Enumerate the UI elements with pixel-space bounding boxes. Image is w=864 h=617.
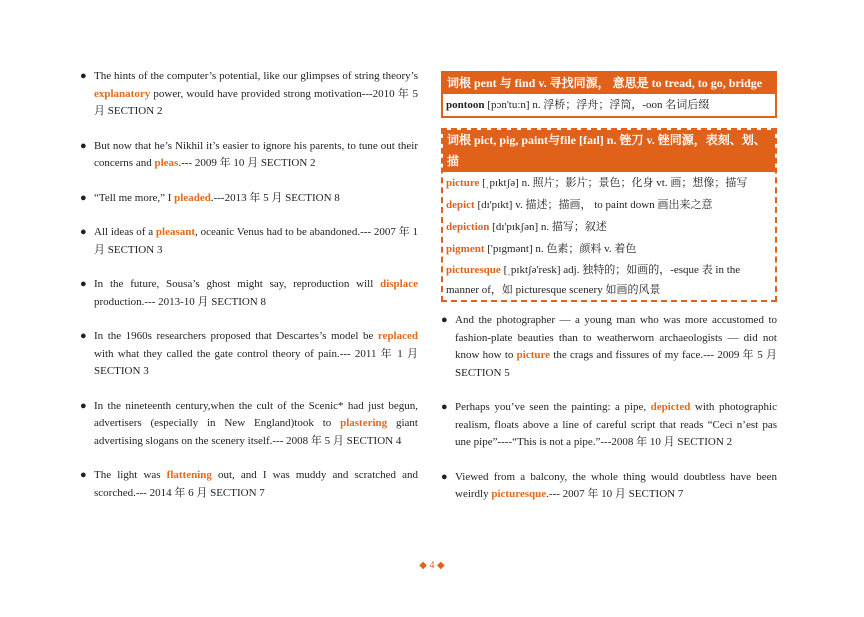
sentence-source: with photographic realism, floats above a line of careful script that reads “Ceci n’est pas une pipe”----“This is not a pipe.”---2008 年 10 月 SECTION 2 <box>455 401 777 448</box>
bullet-icon: ● <box>80 70 87 82</box>
vocab-word: pontoon <box>446 99 485 111</box>
bullet-icon: ● <box>80 399 87 412</box>
vocab-word: pigment <box>446 243 485 255</box>
sentence-text: In the nineteenth century,when the cult of the Scenic* had just begun, advertisers (especially in New England)took to <box>94 399 418 429</box>
highlighted-word: depicted <box>650 401 691 413</box>
page-marker-left: ◆ <box>419 560 427 571</box>
example-sentence <box>80 68 418 121</box>
sentence-text: But now that he’s Nikhil it’s easier to ignore his parents, to tune out their concerns and <box>94 139 418 169</box>
vocab-definition: n. 照片；影片；景色；化身 vt. 画；想像；描写 <box>518 177 748 189</box>
sentence-text: “Tell me more,” I <box>94 191 175 204</box>
highlighted-word: pleasant <box>155 226 196 238</box>
sentence-text: In the future, Sousa’s ghost might say, reproduction will <box>94 278 381 290</box>
vocab-word: picture <box>446 177 480 189</box>
vocab-pronunciation: [ˌpɪktʃə] <box>479 177 519 189</box>
page-number <box>0 560 864 571</box>
sentence-source: out, and I was muddy and scratched and scorched.--- 2014 年 6 月 SECTION 7 <box>94 469 418 499</box>
example-sentence <box>441 312 777 382</box>
sentence-text: Perhaps you’ve seen the painting: a pipe, <box>455 401 651 413</box>
highlighted-word: picture <box>516 349 551 361</box>
sentence-source: power, would have provided strong motivation---2010 年 5 月 SECTION 2 <box>94 87 418 117</box>
highlighted-word: pleas <box>154 157 179 169</box>
sentence-text: All ideas of a <box>94 226 156 238</box>
sentence-source: with what they called the gate control theory of pain.--- 2011 年 1 月 SECTION 3 <box>94 347 418 377</box>
vocab-word: depiction <box>446 221 490 233</box>
vocab-entry <box>443 260 775 300</box>
bullet-icon: ● <box>80 278 87 290</box>
page-marker-right: ◆ <box>437 560 445 571</box>
vocab-entry <box>443 172 775 194</box>
highlighted-word: pleaded <box>174 191 211 204</box>
sentence-source: giant advertising slogans on the scenery itself.--- 2008 年 5 月 SECTION 4 <box>94 417 418 447</box>
vocab-definition: adj. 独特的；如画的，-esque 表 in the manner of，如 picturesque scenery 如画的风景 <box>446 264 741 296</box>
vocab-entry <box>443 94 775 116</box>
example-sentence <box>80 276 418 311</box>
highlighted-word: displace <box>380 278 418 290</box>
example-sentence <box>80 398 418 451</box>
vocab-entry <box>443 238 775 260</box>
highlighted-word: plastering <box>340 417 388 429</box>
highlighted-word: replaced <box>377 330 418 342</box>
sentence-source: production.--- 2013-10 月 SECTION 8 <box>94 295 267 308</box>
sentence-source: .---2013 年 5 月 SECTION 8 <box>210 191 340 204</box>
bullet-icon: ● <box>441 401 448 413</box>
highlighted-word: explanatory <box>94 87 151 100</box>
vocab-pronunciation: [pɔn'tuːn] <box>487 99 530 111</box>
root-box-pict <box>441 128 777 302</box>
vocab-word: depict <box>446 199 475 211</box>
sentence-text: In the 1960s researchers proposed that Descartes’s model be <box>94 330 378 342</box>
vocab-entry <box>443 216 775 238</box>
bullet-icon: ● <box>441 470 448 483</box>
vocab-definition: n. 描写；叙述 <box>538 221 607 233</box>
sentence-text: Viewed from a balcony, the whole thing would doubtless have been weirdly <box>455 470 777 500</box>
root-box-heading: 词根 pent 与 find v. 寻找同源， 意思是 to tread, to go, bridge <box>443 73 775 94</box>
sentence-text: The hints of the computer’s potential, like our glimpses of string theory’s <box>94 70 418 82</box>
sentence-text: And the photographer — a young man who was more accustomed to fashion-plate beauties than to weatherworn archaeologists — did not know how to <box>455 314 777 361</box>
highlighted-word: picturesque <box>491 488 547 500</box>
right-column <box>441 71 777 521</box>
vocab-definition: v. 描述；描画， to paint down 画出来之意 <box>512 199 713 211</box>
bullet-icon: ● <box>80 330 87 342</box>
example-sentence <box>441 399 777 452</box>
example-sentence <box>80 224 418 259</box>
vocab-definition: n. 色素；颜料 v. 着色 <box>532 243 637 255</box>
vocab-word: picturesque <box>446 264 501 276</box>
example-sentence <box>80 138 418 173</box>
bullet-icon: ● <box>441 314 448 326</box>
example-sentence <box>80 190 418 208</box>
page-number-value: 4 <box>429 560 435 571</box>
right-example-list <box>441 312 777 504</box>
sentence-source: the crags and fissures of my face.--- 2009 年 5 月 SECTION 5 <box>455 349 778 379</box>
sentence-source: .--- 2007 年 10 月 SECTION 7 <box>546 488 684 500</box>
vocab-definition: n. 浮桥；浮舟；浮筒，-oon 名词后缀 <box>532 99 710 111</box>
bullet-icon: ● <box>80 469 87 481</box>
sentence-source: , oceanic Venus had to be abandoned.--- 2007 年 1 月 SECTION 3 <box>94 226 419 256</box>
vocab-entry <box>443 194 775 216</box>
left-column <box>80 68 418 519</box>
highlighted-word: flattening <box>166 469 212 481</box>
sentence-source: .--- 2009 年 10 月 SECTION 2 <box>178 157 316 169</box>
vocab-pronunciation: ['pɪgmənt] <box>484 243 533 255</box>
bullet-icon: ● <box>80 139 87 152</box>
root-box-heading: 词根 pict, pig, paint与file [faɪl] n. 锉刀 v. 锉同源，表刻、划、描 <box>443 130 775 172</box>
bullet-icon: ● <box>80 226 87 238</box>
example-sentence <box>80 328 418 381</box>
bullet-icon: ● <box>80 191 87 204</box>
sentence-text: The light was <box>94 469 167 481</box>
example-sentence <box>80 467 418 502</box>
root-box-pent <box>441 71 777 118</box>
vocab-pronunciation: [ˌpɪktʃə'resk] <box>500 264 561 276</box>
vocab-pronunciation: [dɪ'pɪkt] <box>474 199 513 211</box>
vocab-pronunciation: [dɪ'pɪkʃən] <box>489 221 539 233</box>
example-sentence <box>441 469 777 504</box>
